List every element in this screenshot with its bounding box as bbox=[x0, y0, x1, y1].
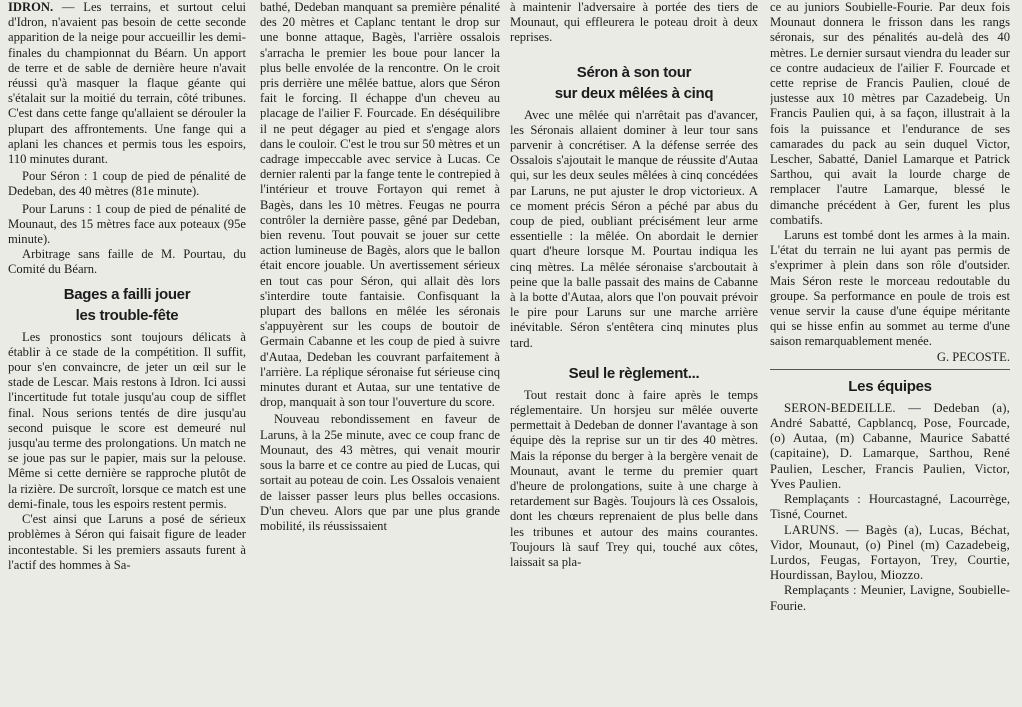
substitutes-laruns: Remplaçants : Meunier, Lavigne, Soubielle-Fourie. bbox=[770, 583, 1010, 613]
subheading-reglement: Seul le règlement... bbox=[568, 364, 700, 382]
subheading-seron: Séron à son tour sur deux mêlées à cinq bbox=[554, 63, 714, 102]
column-3 bbox=[510, 0, 758, 707]
body-paragraph: bathé, Dedeban manquant sa première pénalité des 20 mètres et Caplanc tentant le drop sur une bonne attaque, Bagès, l'arrière ossalois s'arracha le premier les boue pour lancer la plus belle envolée de la rencontre. On le croit pris derrière une mêlée battue, alors que Séron fait le forcing. Il échappe d'un cheveu au placage de l'ailier F. Fourcade. En déséquilibre il ne peut dégager au pied et s'engage alors dans le couloir. C'est le trou sur 50 mètres et un cadrage impeccable avec service à Lucas. Ce dernier ralenti par la fange tente le contrepied à l'intérieur et trouve Fortayon qui remet à Bagès, dans les 10 mètres. Feugas ne pourra contrôler la dernière passe, gêné par Dedeban, bien revenu. Tout pouvait se jouer sur cette action lumineuse de Bagès, alors que le ballon était encore jouable. Un avertissement sérieux en tout cas pour Séron, qui allait dès lors s'interdire toute fantaisie. Confisquant la plupart des ballons en mêlée les séronais s'appuyèrent sur les coups de boutoir de Germain Cabanne et les coup de pied à suivre d'Autaa, Dedeban les couvrant parfaitement à l'arrière. La réplique séronaise fut sérieuse cinq minutes durant et Autaa, sur une tentative de drop, manquait à son tour l'ouverture du score. bbox=[260, 0, 500, 410]
body-paragraph: Avec une mêlée qui n'arrêtait pas d'avancer, les Séronais allaient dominer à leur tour sans parvenir à concrétiser. A la défense serrée des Ossalois s'ajoutait le manque de réussite d'Autaa qui, sur les deux seules mêlées à cinq concédées par Laruns, ne put ajuster le drop victorieux. A ce moment précis Séron a péché par abus du coup de pied, oubliant précisément leur arme essentielle : la mêlée. On abordait le dernier quart d'heure lorsque M. Pourtau indiqua les cinq mètres. La mêlée séronaise s'arcboutait à peine que la balle passait des mains de Cabanne à la botte d'Autaa, alors que l'on pouvait prévoir le pire pour Laruns sur une marche arrière inévitable. Séron s'entêtera cinq minutes plus tard. bbox=[510, 107, 758, 350]
body-paragraph: Les pronostics sont toujours délicats à établir à ce stade de la compétition. Il suffit, pour s'en convaincre, de jeter un œil sur le stade de Lescar. Mais restons à Idron. Ici aussi l'incertitude fut totale jusqu'au coup de sifflet final. Nous serions tentés de dire jusqu'au second puisque le score est demeuré nul jusqu'au terme des prolongations. Un match ne se joue pas sur le papier, mais sur la pelouse. Même si cette dernière se rapproche plutôt de la rizière. De surcroît, lorsque ce match est une demi-finale, tous les espoirs restent permis. bbox=[8, 329, 246, 511]
divider bbox=[770, 369, 1010, 370]
score-laruns: Pour Laruns : 1 coup de pied de pénalité de Mounaut, des 15 mètres face aux poteaux (95e minute). bbox=[8, 201, 246, 247]
subheading-equipes: Les équipes bbox=[848, 377, 932, 395]
column-4 bbox=[770, 0, 1010, 707]
body-paragraph: Laruns est tombé dont les armes à la main. L'état du terrain ne lui ayant pas permis de s'exprimer à plein dans son rôle d'outsider. Mais Séron reste le morceau redoutable du groupe. Sa performance en poule de trois est venue servir la cause d'une équipe méritante qui se hisse enfin au sommet au terme d'une saison remarquablement menée. bbox=[770, 228, 1010, 349]
referee-note: Arbitrage sans faille de M. Pourtau, du Comité du Béarn. bbox=[8, 247, 246, 277]
lineup-laruns: LARUNS. — Bagès (a), Lucas, Béchat, Vidor, Mounaut, (o) Pinel (m) Cazadebeig, Lurdos, Feugas, Fortayon, Trey, Courtie, Hourdissan, Baylou, Miozzo. bbox=[770, 522, 1010, 583]
intro-paragraph: IDRON. — Les terrains, et surtout celui d'Idron, n'avaient pas besoin de cette seconde apparition de la neige pour accueillir les demi-finales du championnat du Béarn. Un apport de terre et de sable de dernière heure n'avait réussi qu'à masquer la flaque géante qui s'étalait sur la moitié du terrain, côté tribunes. C'est dans cette fange qu'allaient se dérouler la plupart des affrontements. Une fange qui a aplani les chances et permis tous les espoirs, 110 minutes durant. bbox=[8, 0, 246, 167]
column-1 bbox=[8, 0, 246, 707]
author-signature: G. PECOSTE. bbox=[936, 349, 1010, 364]
dateline: IDRON. bbox=[8, 0, 54, 14]
substitutes-seron: Remplaçants : Hourcastagné, Lacourrège, Tisné, Cournet. bbox=[770, 492, 1010, 522]
score-seron: Pour Séron : 1 coup de pied de pénalité de Dedeban, des 40 mètres (81e minute). bbox=[8, 169, 246, 199]
body-paragraph: C'est ainsi que Laruns a posé de sérieux problèmes à Séron qui faisait figure de leader incontestable. Si les premiers assauts furent à l'actif des hommes à Sa- bbox=[8, 512, 246, 572]
column-2 bbox=[260, 0, 500, 707]
body-paragraph: Tout restait donc à faire après le temps réglementaire. Un horsjeu sur mêlée ouverte permettait à Dedeban de donner l'avantage à son équipe dès la reprise sur un tir des 40 mètres. Mais la réponse du berger à la bergère venait de Mounaut, avant le terme du premier quart d'heure de prolongations, suite à une charge à retardement sur Bagès. Toujours là ces Ossalois, dont les chœurs reprenaient de plus belle dans les tribunes et autour des mains courantes. Toujours là sauf Trey qui, touché aux côtes, laissait sa pla- bbox=[510, 387, 758, 570]
lineup-seron: SERON-BEDEILLE. — Dedeban (a), André Sabatté, Capblancq, Pose, Fourcade, (o) Autaa, (m) Cabanne, Maurice Sabatté (capitaine), D. Lamarque, Sarthou, René Paulien, Lescher, Francis Paulien, Victor, Yves Paulien. bbox=[770, 400, 1010, 491]
body-paragraph: ce au juniors Soubielle-Fourie. Par deux fois Mounaut donnera le frisson dans les rangs séronais, sur des pénalités au-delà des 40 mètres. Le dernier sursaut viendra du leader sur ce contre audacieux de l'ailier F. Fourcade et cette reprise de Francis Paulien, cloué de justesse aux 10 mètres par Cazadebeig. Un Francis Paulien qui, à sa façon, illustrait à la fois la puissance et l'endurance de ses camarades du pack au sein duquel Victor, Lescher, Sabatté, Daniel Lamarque et Patrick Sarthou, qui avait la lourde charge de remplacer l'autre Lamarque, blessé le dimanche précédent à Ger, furent les plus combatifs. bbox=[770, 0, 1010, 227]
body-paragraph: à maintenir l'adversaire à portée des tiers de Mounaut, qui effleurera le poteau droit à deux reprises. bbox=[510, 0, 758, 45]
subheading-bages: Bages a failli jouer les trouble-fête bbox=[63, 285, 191, 324]
body-paragraph: Nouveau rebondissement en faveur de Laruns, à la 25e minute, avec ce coup franc de Mounaut, des 43 mètres, qui venait mourir sous la barre et ce contre au pied de Lucas, qui sortait au poteau de coin. Les Ossalois venaient de laisser passer leurs plus belles occasions. D'un cheveu. Alors que par une plus grande mobilité, ils réussissaient bbox=[260, 412, 500, 533]
